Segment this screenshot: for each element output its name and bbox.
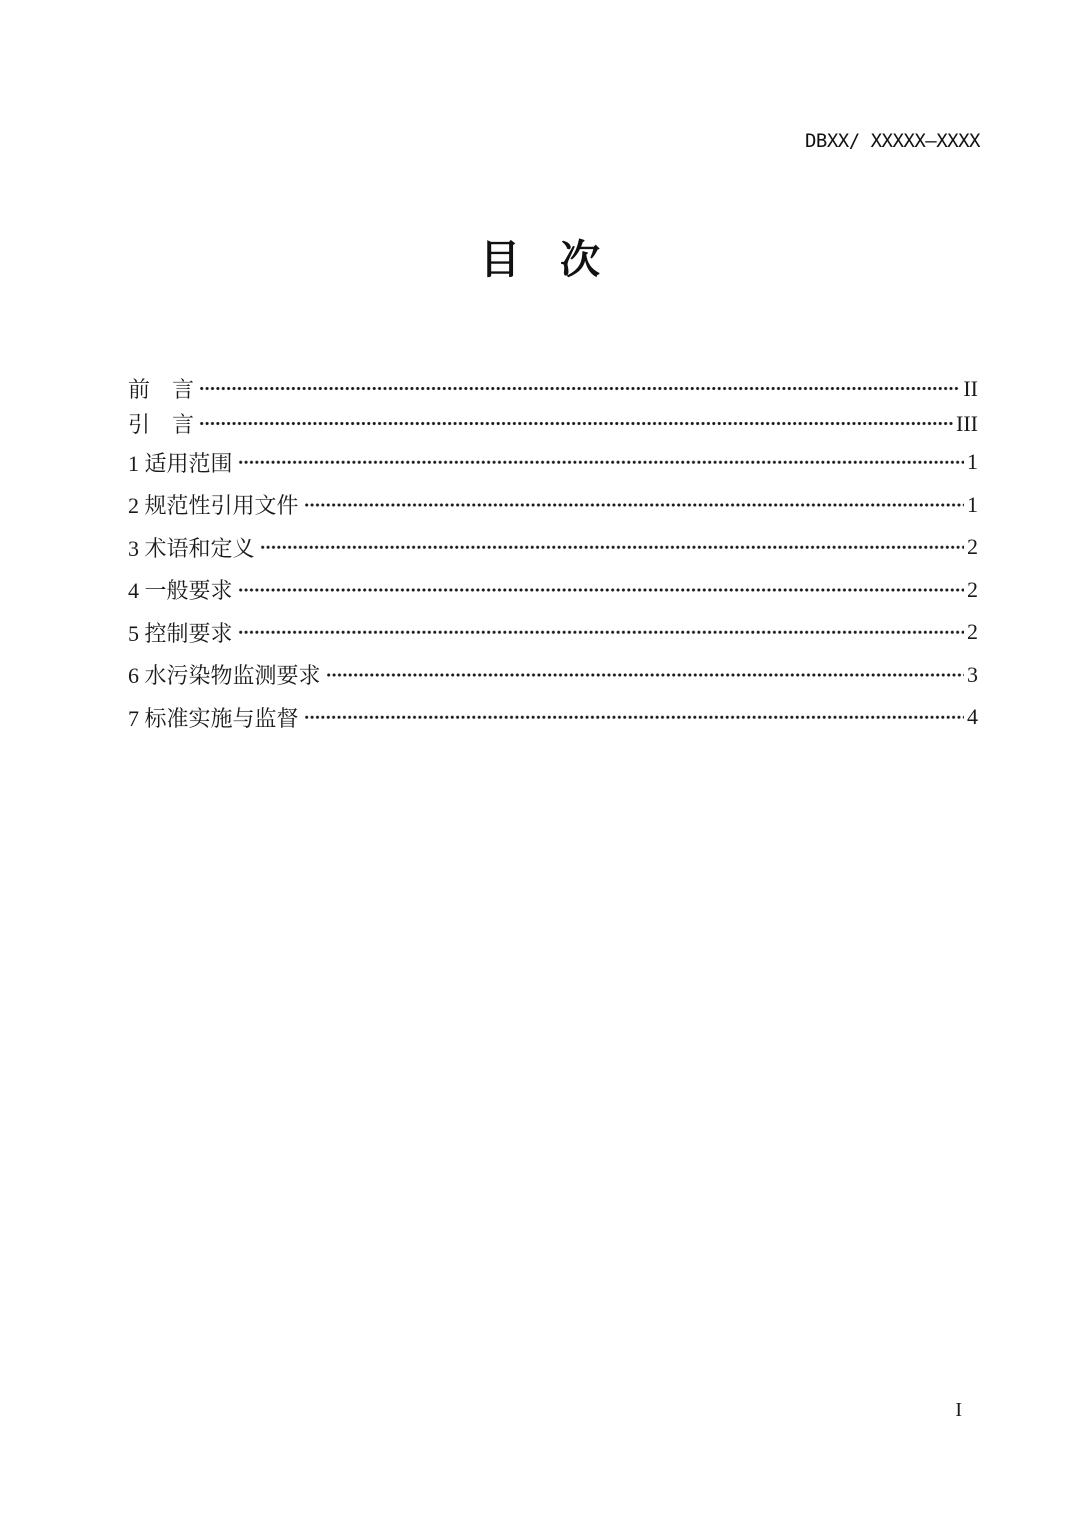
toc-dot-leader — [199, 371, 960, 406]
toc-dot-leader — [304, 484, 964, 527]
toc-entry — [128, 696, 978, 739]
page-title: 目 次 — [480, 238, 600, 282]
toc-entry-page: 2 — [967, 534, 978, 560]
toc-entry — [128, 484, 978, 527]
table-of-contents — [128, 371, 978, 739]
toc-dot-leader — [238, 611, 964, 654]
toc-entry-page: 1 — [967, 491, 978, 517]
toc-entry-label: 3 术语和定义 — [128, 535, 255, 561]
toc-entry — [128, 611, 978, 654]
page-number-footer: I — [955, 1399, 962, 1421]
toc-entry-page: II — [963, 375, 978, 401]
toc-entry — [128, 441, 978, 484]
toc-entry-page: 2 — [967, 576, 978, 602]
toc-entry-label: 引 言 — [128, 412, 195, 437]
toc-entry-label: 5 控制要求 — [128, 620, 233, 646]
toc-entry-label: 4 一般要求 — [128, 578, 233, 604]
toc-entry — [128, 654, 978, 697]
toc-entry-page: III — [956, 410, 978, 436]
toc-dot-leader — [326, 654, 964, 697]
standard-code-header: DBXX/ XXXXX—XXXX — [804, 130, 980, 152]
toc-entry-page: 3 — [967, 661, 978, 687]
toc-entry — [128, 371, 978, 406]
toc-dot-leader — [304, 696, 964, 739]
toc-entry — [128, 569, 978, 612]
toc-entry-page: 4 — [967, 704, 978, 730]
toc-dot-leader — [260, 526, 964, 569]
toc-entry — [128, 406, 978, 441]
toc-entry-label: 前 言 — [128, 377, 195, 402]
toc-dot-leader — [238, 441, 964, 484]
toc-entry-page: 1 — [967, 449, 978, 475]
toc-dot-leader — [199, 406, 953, 441]
toc-entry-label: 7 标准实施与监督 — [128, 705, 299, 731]
toc-entry-label: 2 规范性引用文件 — [128, 493, 299, 519]
toc-entry-page: 2 — [967, 619, 978, 645]
toc-entry-label: 1 适用范围 — [128, 450, 233, 476]
toc-entry — [128, 526, 978, 569]
toc-entry-label: 6 水污染物监测要求 — [128, 663, 321, 689]
toc-dot-leader — [238, 569, 964, 612]
